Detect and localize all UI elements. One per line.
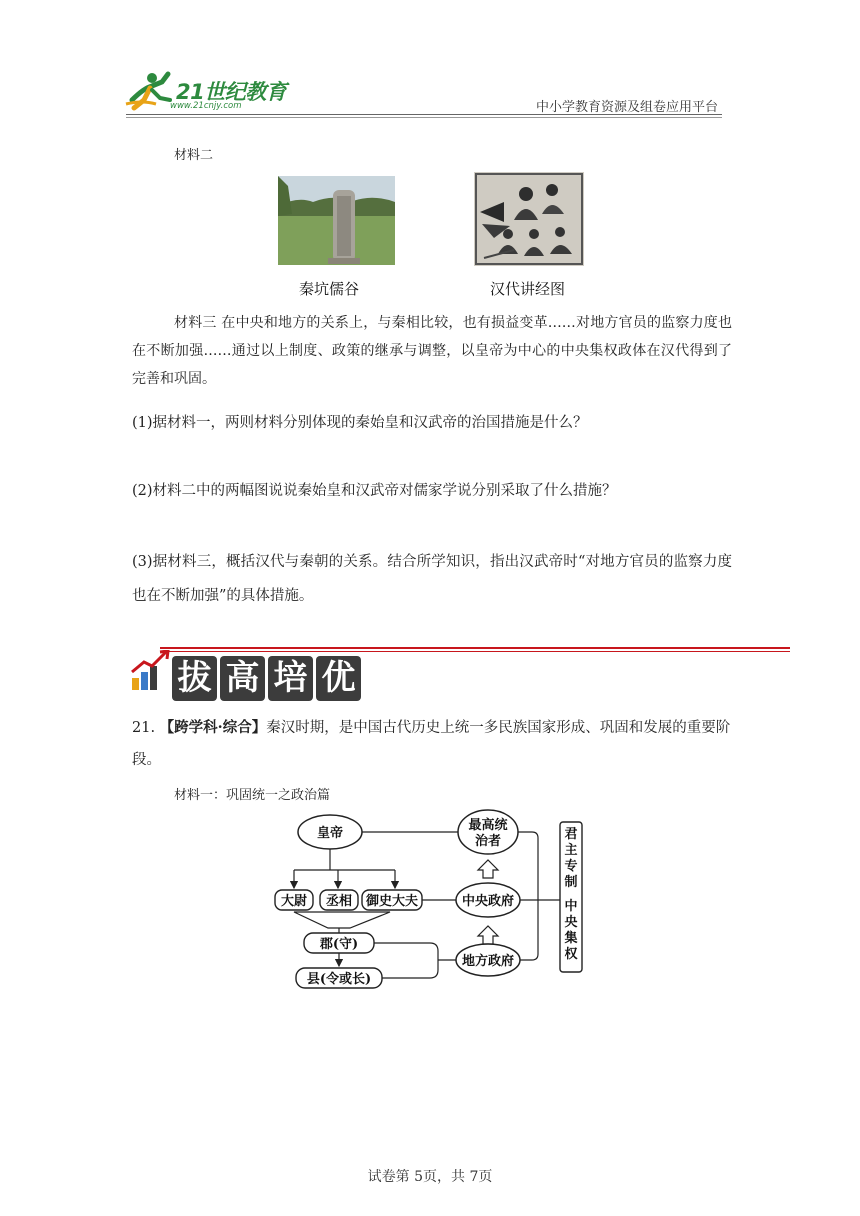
question-number: 21. xyxy=(132,720,156,736)
logo-text: 21世纪教育 xyxy=(176,80,287,104)
platform-name: 中小学教育资源及组卷应用平台 xyxy=(536,100,719,115)
question-21 xyxy=(132,712,732,776)
header-divider-thin xyxy=(126,117,722,118)
up-arrow-icon xyxy=(478,926,498,944)
material2-label: 材料二 xyxy=(174,148,214,163)
q21-material-label: 材料一：巩固统一之政治篇 xyxy=(174,788,331,803)
question-text: 秦汉时期，是中国古代历史上统一多民族国家形成、巩固和发展的重要阶段。 xyxy=(132,720,731,768)
chengxiang-label: 丞相 xyxy=(325,894,353,909)
banner-rule xyxy=(160,647,790,649)
photo-caption-qin: 秦坑儒谷 xyxy=(299,280,360,298)
header-divider xyxy=(126,114,722,115)
page-footer: 试卷第 5页，共 7页 xyxy=(367,1169,493,1185)
taiwei-label: 大尉 xyxy=(280,894,308,909)
emperor-label: 皇帝 xyxy=(316,826,344,841)
central-gov-label: 中央政府 xyxy=(461,894,515,909)
supreme-ruler-line2: 治者 xyxy=(474,834,502,849)
yushi-label: 御史大夫 xyxy=(365,894,419,909)
up-arrow-icon xyxy=(478,860,498,878)
commandery-label: 郡(守) xyxy=(319,937,359,952)
banner-char-1: 拔 xyxy=(172,656,217,701)
system-label-bottom: 中央集权 xyxy=(564,899,578,962)
question-1: (1)据材料一，两则材料分别体现的秦始皇和汉武帝的治国措施是什么？ xyxy=(132,415,588,431)
growth-chart-icon xyxy=(130,650,172,692)
han-lecture-painting xyxy=(474,172,584,266)
system-label-top: 君主专制 xyxy=(564,827,578,890)
local-gov-label: 地方政府 xyxy=(461,954,515,969)
question-tag: 【跨学科·综合】 xyxy=(159,719,267,736)
banner-char-2: 高 xyxy=(220,656,265,701)
supreme-ruler-line1: 最高统 xyxy=(468,818,508,833)
banner-char-4: 优 xyxy=(316,656,361,701)
material3-text: 材料三 在中央和地方的关系上，与秦相比较，也有损益变革……对地方官员的监察力度也在不断加强……通过以上制度、政策的继承与调整，以皇帝为中心的中央集权政体在汉代得到了完善和巩固。 xyxy=(132,315,732,387)
banner-rule-thin xyxy=(160,651,790,652)
banner-char-3: 培 xyxy=(268,656,313,701)
logo-url: www.21cnjy.com xyxy=(170,101,242,111)
qin-stele-photo xyxy=(278,176,395,265)
question-3: (3)据材料三，概括汉代与秦朝的关系。结合所学知识，指出汉武帝时“对地方官员的监察力度也在不断加强”的具体措施。 xyxy=(132,554,732,604)
photo-caption-han: 汉代讲经图 xyxy=(490,280,566,298)
question-2: (2)材料二中的两幅图说说秦始皇和汉武帝对儒家学说分别采取了什么措施？ xyxy=(132,483,617,499)
government-structure-diagram xyxy=(270,808,590,994)
county-label: 县(令或长) xyxy=(306,972,372,987)
